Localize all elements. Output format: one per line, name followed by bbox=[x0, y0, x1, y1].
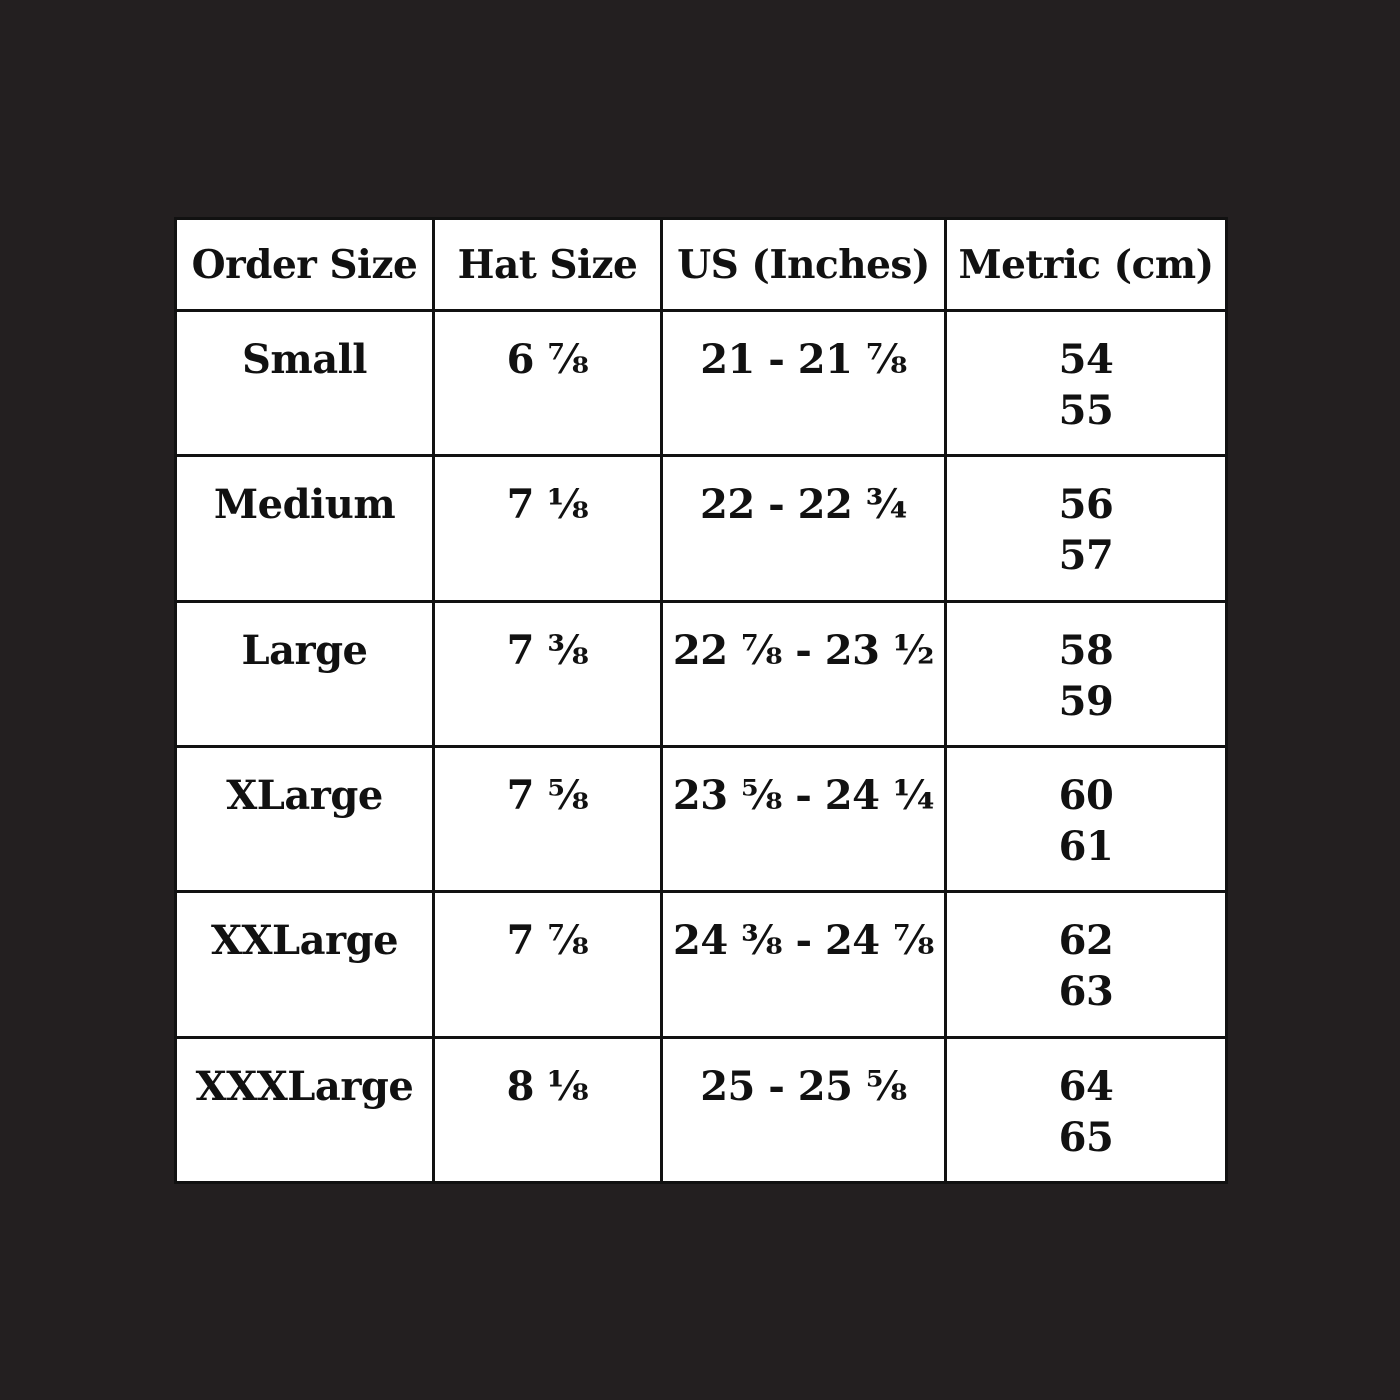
metric-value-max: 59 bbox=[1058, 677, 1114, 725]
us-inches-cell: 21 - 21 ⅞ bbox=[662, 311, 946, 456]
metric-value-min: 54 bbox=[1058, 336, 1114, 383]
us-inches-cell: 22 - 22 ¾ bbox=[662, 456, 946, 601]
metric-value-max: 65 bbox=[1058, 1113, 1114, 1161]
hat-size-cell: 7 ⅛ bbox=[434, 456, 662, 601]
metric-value-max: 57 bbox=[1058, 532, 1114, 580]
order-size-cell: Large bbox=[176, 601, 434, 746]
us-inches-cell: 25 - 25 ⅝ bbox=[662, 1037, 946, 1182]
table-row bbox=[176, 746, 1227, 891]
table-row bbox=[176, 1037, 1227, 1182]
order-size-cell: XXLarge bbox=[176, 892, 434, 1037]
metric-cm-cell bbox=[946, 456, 1227, 601]
metric-cm-cell bbox=[946, 1037, 1227, 1182]
us-inches-cell: 22 ⅞ - 23 ½ bbox=[662, 601, 946, 746]
order-size-cell: XXXLarge bbox=[176, 1037, 434, 1182]
hat-size-cell: 7 ⅝ bbox=[434, 746, 662, 891]
metric-value-min: 62 bbox=[1058, 917, 1114, 965]
metric-value-min: 60 bbox=[1058, 771, 1114, 819]
hat-size-cell: 6 ⅞ bbox=[434, 311, 662, 456]
us-inches-cell: 24 ⅜ - 24 ⅞ bbox=[662, 892, 946, 1037]
metric-value-min: 56 bbox=[1058, 481, 1114, 529]
metric-cm-cell bbox=[946, 892, 1227, 1037]
order-size-cell: Small bbox=[176, 311, 434, 456]
table-row bbox=[176, 456, 1227, 601]
metric-value-max: 63 bbox=[1058, 968, 1114, 1016]
metric-value-max: 55 bbox=[1058, 387, 1114, 434]
metric-cm-cell bbox=[946, 601, 1227, 746]
hat-size-cell: 7 ⅞ bbox=[434, 892, 662, 1037]
header-metric-cm: Metric (cm) bbox=[946, 219, 1227, 311]
metric-value-min: 58 bbox=[1058, 626, 1114, 674]
header-order-size: Order Size bbox=[176, 219, 434, 311]
hat-size-cell: 8 ⅛ bbox=[434, 1037, 662, 1182]
table-row bbox=[176, 311, 1227, 456]
table-row bbox=[176, 892, 1227, 1037]
hat-size-chart bbox=[174, 217, 1228, 1184]
metric-cm-cell bbox=[946, 746, 1227, 891]
table-row bbox=[176, 601, 1227, 746]
header-hat-size: Hat Size bbox=[434, 219, 662, 311]
header-row bbox=[176, 219, 1227, 311]
order-size-cell: XLarge bbox=[176, 746, 434, 891]
hat-size-cell: 7 ⅜ bbox=[434, 601, 662, 746]
order-size-cell: Medium bbox=[176, 456, 434, 601]
metric-cm-cell bbox=[946, 311, 1227, 456]
metric-value-min: 64 bbox=[1058, 1062, 1114, 1110]
us-inches-cell: 23 ⅝ - 24 ¼ bbox=[662, 746, 946, 891]
header-us-inches: US (Inches) bbox=[662, 219, 946, 311]
metric-value-max: 61 bbox=[1058, 822, 1114, 870]
